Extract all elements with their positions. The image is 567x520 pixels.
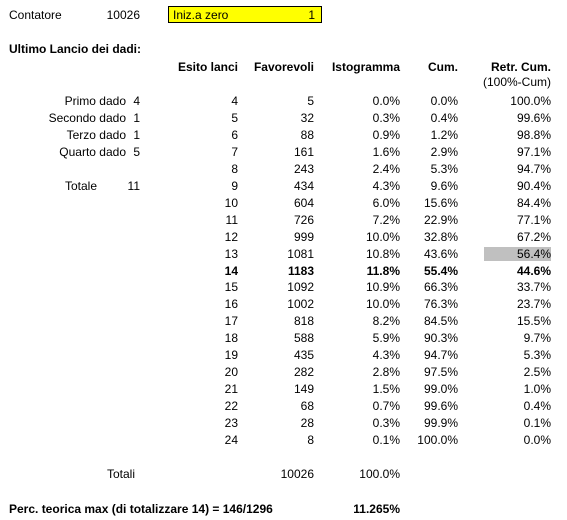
cell-favorevoli[interactable]: 8 [307,433,314,447]
cell-istogramma[interactable]: 10.0% [365,297,400,312]
cell-esito[interactable]: 17 [224,314,238,329]
reset-value[interactable]: 1 [308,8,315,22]
cell-favorevoli[interactable]: 5 [307,94,314,108]
cell-istogramma[interactable]: 11.8% [366,263,400,278]
cell-esito[interactable]: 16 [224,297,238,312]
cell-retr-cum[interactable]: 23.7% [516,297,551,312]
cell-istogramma[interactable]: 0.3% [372,416,400,431]
cell-favorevoli[interactable]: 1002 [287,297,314,312]
header-retr-cum: Retr. Cum. [490,60,551,74]
cell-istogramma[interactable]: 4.3% [372,348,400,363]
cell-esito[interactable]: 4 [231,94,238,108]
cell-favorevoli[interactable]: 1092 [287,280,314,295]
table-row [0,110,567,126]
cell-istogramma[interactable]: 1.5% [372,382,400,397]
table-row [0,381,567,397]
cell-cum[interactable]: 0.4% [430,110,458,125]
cell-favorevoli[interactable]: 434 [293,178,314,193]
cell-favorevoli[interactable]: 88 [300,127,314,142]
dice-label-2: Secondo dado [48,111,126,125]
dice-value-2[interactable]: 1 [133,111,140,125]
cell-favorevoli[interactable]: 28 [300,416,314,431]
section-title: Ultimo Lancio dei dadi: [9,42,142,56]
cell-istogramma[interactable]: 7.2% [372,212,400,227]
cell-retr-cum[interactable]: 0.1% [523,416,551,431]
cell-retr-cum[interactable]: 67.2% [516,229,551,244]
cell-esito[interactable]: 23 [224,416,238,431]
cell-esito[interactable]: 14 [224,263,238,278]
cell-cum[interactable]: 2.9% [430,144,458,159]
cell-istogramma[interactable]: 2.4% [372,161,400,176]
reset-label: Iniz.a zero [173,8,229,22]
cell-esito[interactable]: 6 [231,127,238,142]
cell-retr-cum[interactable]: 15.5% [516,314,551,329]
cell-favorevoli[interactable]: 1081 [287,246,314,261]
cell-esito[interactable]: 22 [224,399,238,414]
cell-retr-cum[interactable]: 0.4% [523,399,551,414]
cell-retr-cum[interactable]: 100.0% [510,94,551,108]
cell-esito[interactable]: 11 [225,212,238,227]
table-row [0,127,567,143]
cell-cum[interactable]: 66.3% [423,280,458,295]
cell-cum[interactable]: 5.3% [430,161,458,176]
cell-istogramma[interactable]: 10.9% [365,280,400,295]
cell-esito[interactable]: 7 [231,144,238,159]
table-row [0,279,567,295]
totals-label: Totali [107,467,136,481]
cell-esito[interactable]: 21 [224,382,238,397]
cell-cum[interactable]: 9.6% [430,178,458,193]
table-row [0,398,567,414]
theoretical-label: Perc. teorica max (di totalizzare 14) = 146/1296 [9,502,273,516]
header-retr-sub: (100%-Cum) [482,75,551,89]
table-row [0,364,567,380]
cell-istogramma[interactable]: 5.9% [372,331,400,346]
cell-cum[interactable]: 90.3% [423,331,458,346]
cell-favorevoli[interactable]: 282 [293,365,314,380]
cell-esito[interactable]: 20 [224,365,238,380]
cell-esito[interactable]: 13 [224,246,238,261]
table-row [0,178,567,194]
cell-cum[interactable]: 1.2% [430,127,458,142]
totals-istogramma[interactable]: 100.0% [359,467,400,481]
cell-esito[interactable]: 5 [231,110,238,125]
cell-favorevoli[interactable]: 161 [293,144,314,159]
cell-esito[interactable]: 8 [231,161,238,176]
table-row [0,330,567,346]
cell-istogramma[interactable]: 0.3% [372,110,400,125]
cell-favorevoli[interactable]: 32 [300,110,314,125]
cell-retr-cum[interactable]: 33.7% [516,280,551,295]
cell-favorevoli[interactable]: 818 [293,314,314,329]
cell-esito[interactable]: 24 [224,433,238,447]
cell-cum[interactable]: 97.5% [423,365,458,380]
table-row [0,144,567,160]
table-row [0,432,567,448]
cell-favorevoli[interactable]: 149 [293,382,314,397]
dice-total-label: Totale [64,179,97,193]
cell-cum[interactable]: 0.0% [430,94,458,108]
cell-retr-cum[interactable]: 2.5% [523,365,551,380]
cell-favorevoli[interactable]: 999 [293,229,314,244]
theoretical-value[interactable]: 11.265% [353,502,400,516]
cell-favorevoli[interactable]: 435 [293,348,314,363]
table-row [0,263,567,279]
counter-value[interactable]: 10026 [106,8,140,22]
cell-favorevoli[interactable]: 1183 [287,263,314,278]
dice-value-3[interactable]: 1 [133,128,140,142]
cell-favorevoli[interactable]: 68 [300,399,314,414]
table-row [0,415,567,431]
cell-retr-cum[interactable]: 84.4% [516,195,551,210]
table-row [0,246,567,262]
table-row [0,161,567,177]
cell-istogramma[interactable]: 6.0% [372,195,400,210]
header-favorevoli: Favorevoli [253,60,314,74]
cell-cum[interactable]: 22.9% [423,212,458,227]
table-row [0,229,567,245]
cell-istogramma[interactable]: 8.2% [372,314,400,329]
cell-retr-cum[interactable]: 1.0% [523,382,551,397]
cell-retr-cum[interactable]: 98.8% [516,127,551,142]
cell-retr-cum[interactable]: 90.4% [516,178,551,193]
cell-cum[interactable]: 32.8% [423,229,458,244]
table-row [0,212,567,228]
cell-istogramma[interactable]: 0.1% [372,433,400,447]
cell-cum[interactable]: 99.0% [423,382,458,397]
table-row [0,347,567,363]
cell-cum[interactable]: 84.5% [423,314,458,329]
cell-cum[interactable]: 100.0% [417,433,458,447]
cell-retr-cum[interactable]: 77.1% [516,212,551,227]
dice-value-1[interactable]: 4 [133,94,140,108]
dice-value-4[interactable]: 5 [133,145,140,159]
cell-istogramma[interactable]: 0.0% [372,94,400,108]
dice-total-value[interactable]: 11 [127,179,140,193]
table-row [0,313,567,329]
totals-favorevoli[interactable]: 10026 [280,467,314,481]
dice-label-4: Quarto dado [59,145,126,159]
cell-istogramma[interactable]: 10.0% [365,229,400,244]
cell-favorevoli[interactable]: 243 [293,161,314,176]
cell-retr-cum[interactable]: 99.6% [516,110,551,125]
cell-cum[interactable]: 76.3% [423,297,458,312]
cell-favorevoli[interactable]: 604 [293,195,314,210]
header-istogramma: Istogramma [331,60,400,74]
cell-istogramma[interactable]: 4.3% [372,178,400,193]
cell-istogramma[interactable]: 0.7% [372,399,400,414]
cell-favorevoli[interactable]: 726 [293,212,314,227]
cell-cum[interactable]: 43.6% [423,246,458,261]
dice-label-1: Primo dado [64,94,126,108]
cell-istogramma[interactable]: 2.8% [372,365,400,380]
cell-cum[interactable]: 55.4% [423,263,458,278]
cell-cum[interactable]: 99.6% [423,399,458,414]
table-row [0,93,567,109]
cell-retr-cum[interactable]: 56.4% [484,247,551,261]
cell-istogramma[interactable]: 0.9% [372,127,400,142]
cell-retr-cum[interactable]: 5.3% [523,348,551,363]
dice-label-3: Terzo dado [66,128,126,142]
header-esito: Esito lanci [177,60,238,74]
table-row [0,195,567,211]
cell-esito[interactable]: 15 [224,280,238,295]
reset-cell[interactable] [168,6,322,23]
cell-cum[interactable]: 99.9% [423,416,458,431]
cell-cum[interactable]: 15.6% [423,195,458,210]
cell-esito[interactable]: 19 [224,348,238,363]
cell-esito[interactable]: 18 [224,331,238,346]
counter-label: Contatore [9,8,62,22]
cell-esito[interactable]: 12 [224,229,238,244]
cell-cum[interactable]: 94.7% [423,348,458,363]
cell-esito[interactable]: 9 [231,178,238,193]
cell-favorevoli[interactable]: 588 [293,331,314,346]
cell-istogramma[interactable]: 1.6% [372,144,400,159]
cell-retr-cum[interactable]: 94.7% [516,161,551,176]
cell-retr-cum[interactable]: 0.0% [523,433,551,447]
cell-retr-cum[interactable]: 97.1% [516,144,551,159]
cell-retr-cum[interactable]: 9.7% [523,331,551,346]
table-row [0,296,567,312]
cell-istogramma[interactable]: 10.8% [365,246,400,261]
header-cum: Cum. [428,60,458,74]
cell-retr-cum[interactable]: 44.6% [516,263,551,278]
cell-esito[interactable]: 10 [224,195,238,210]
